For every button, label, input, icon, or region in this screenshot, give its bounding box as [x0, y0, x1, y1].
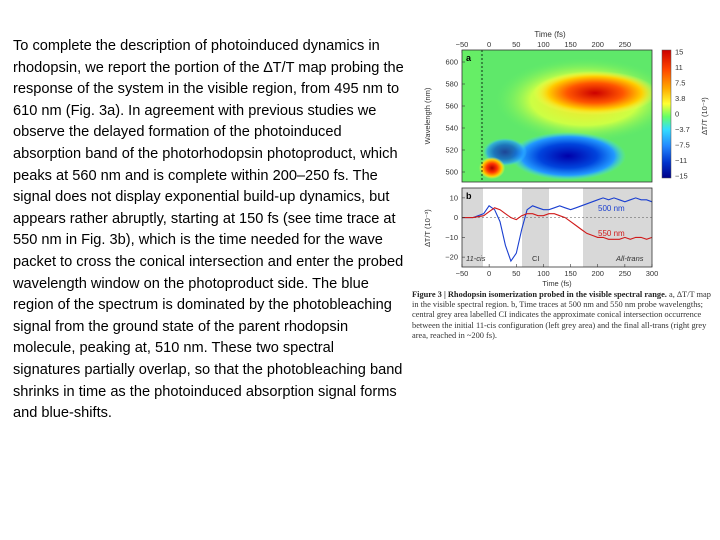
top-tick-label: 150 — [564, 40, 577, 49]
top-tick-label: −50 — [455, 40, 469, 49]
heatmap-bleach-band — [510, 132, 626, 180]
figure-caption — [412, 290, 712, 341]
heatmap-early-absorption — [479, 157, 505, 179]
panel-a-ytick-label: 560 — [445, 101, 458, 111]
top-tick-label: 0 — [487, 40, 492, 49]
heatmap-absorption-band — [533, 71, 657, 115]
panel-b-xlabel: Time (fs) — [542, 279, 572, 288]
panel-b-xtick-label: 50 — [512, 269, 521, 278]
panel-b-label: b — [466, 191, 472, 201]
panel-b-xtick-label: 200 — [591, 269, 604, 278]
trace-550-label: 550 nm — [598, 229, 625, 238]
caption-title: Figure 3 | Rhodopsin isomerization probed in the visible spectral range. — [412, 290, 667, 299]
panel-b-ytick-label: −10 — [445, 232, 458, 242]
panel-b-xtick-label: −50 — [455, 269, 469, 278]
panel-a-label: a — [466, 53, 472, 63]
colorbar — [662, 50, 671, 178]
trace-500-label: 500 nm — [598, 204, 625, 213]
panel-a-ylabel: Wavelength (nm) — [423, 87, 432, 145]
colorbar-tick-label: 3.8 — [675, 94, 686, 103]
panel-b-ytick-label: 10 — [449, 193, 458, 203]
panel-a-ytick-label: 600 — [445, 57, 458, 67]
heatmap-pre-zero — [462, 50, 480, 182]
top-tick-label: 50 — [512, 40, 521, 49]
colorbar-tick-label: 15 — [675, 47, 684, 57]
body-text-column — [13, 36, 405, 425]
panel-b-xtick-label: 100 — [537, 269, 550, 278]
panel-b-ytick-label: −20 — [445, 252, 458, 262]
top-axis-label: Time (fs) — [534, 30, 566, 39]
colorbar-tick-label: 11 — [675, 63, 683, 72]
panel-b-xtick-label: 300 — [645, 269, 659, 278]
panel-b-ylabel: ∆T/T (10⁻³) — [423, 209, 432, 247]
colorbar-tick-label: −7.5 — [675, 140, 690, 150]
colorbar-tick-label: −15 — [675, 171, 688, 181]
top-tick-label: 200 — [591, 40, 604, 49]
label-11cis: 11-cis — [466, 254, 486, 263]
top-tick-label: 250 — [618, 40, 632, 49]
colorbar-label: ∆T/T (10⁻³) — [700, 97, 709, 135]
colorbar-tick-label: 7.5 — [675, 78, 686, 88]
panel-b-xtick-label: 250 — [618, 269, 632, 278]
top-tick-label: 100 — [537, 40, 550, 49]
panel-a-ytick-label: 520 — [445, 145, 458, 155]
colorbar-ticks — [675, 48, 690, 181]
panel-a-ytick-label: 580 — [445, 79, 458, 89]
colorbar-tick-label: 0 — [675, 109, 680, 119]
panel-b-xtick-label: 0 — [487, 269, 492, 278]
colorbar-tick-label: −11 — [675, 156, 688, 165]
trace-panel-b — [462, 188, 652, 267]
panel-b-ytick-label: 0 — [453, 213, 458, 223]
panel-b-xtick-label: 150 — [564, 269, 577, 278]
colorbar-tick-label: −3.7 — [675, 125, 690, 134]
label-alltrans: All-trans — [616, 254, 644, 263]
panel-a-ytick-label: 500 — [445, 167, 458, 177]
caption-body: a, ∆T/T map in the visible spectral region. b, Time traces at 500 nm and 550 nm probe wavelengths; central grey area labelled CI indicates the approximate conical intersection occurrence between the initial 11-cis configuration (left grey area) and the final all-trans (right grey area, reached in ~200 fs). — [412, 290, 711, 340]
heatmap-panel-a — [462, 50, 675, 182]
panel-a-ytick-label: 540 — [445, 123, 458, 133]
body-paragraph: To complete the description of photoinduced dynamics in rhodopsin, we report the portion of the ∆T/T map probing the response of the system in the visible region, from 495 nm to 610 nm (Fig. 3a). In agreement with previous studies we observe the delayed formation of the photoinduced absorption band of the photorhodopsin photoproduct, which peaks at 560 nm and is complete within 200–250 fs. The signal does not display exponential build-up dynamics, but appears rather abruptly, starting at 150 fs (see time trace at 550 nm in Fig. 3b), which is the time needed for the wave packet to cross the conical intersection and enter the probed wavelength window on the photoproduct side. The blue region of the spectrum is dominated by the photobleaching signal from the ground state of the parent rhodopsin molecule, peaking at, 510 nm. These two spectral signatures partially overlap, so that the photobleaching band shrinks in time as the photoinduced absorption signal forms and blue-shifts. — [13, 38, 404, 422]
label-ci: CI — [532, 254, 540, 263]
figure-svg — [410, 28, 715, 290]
